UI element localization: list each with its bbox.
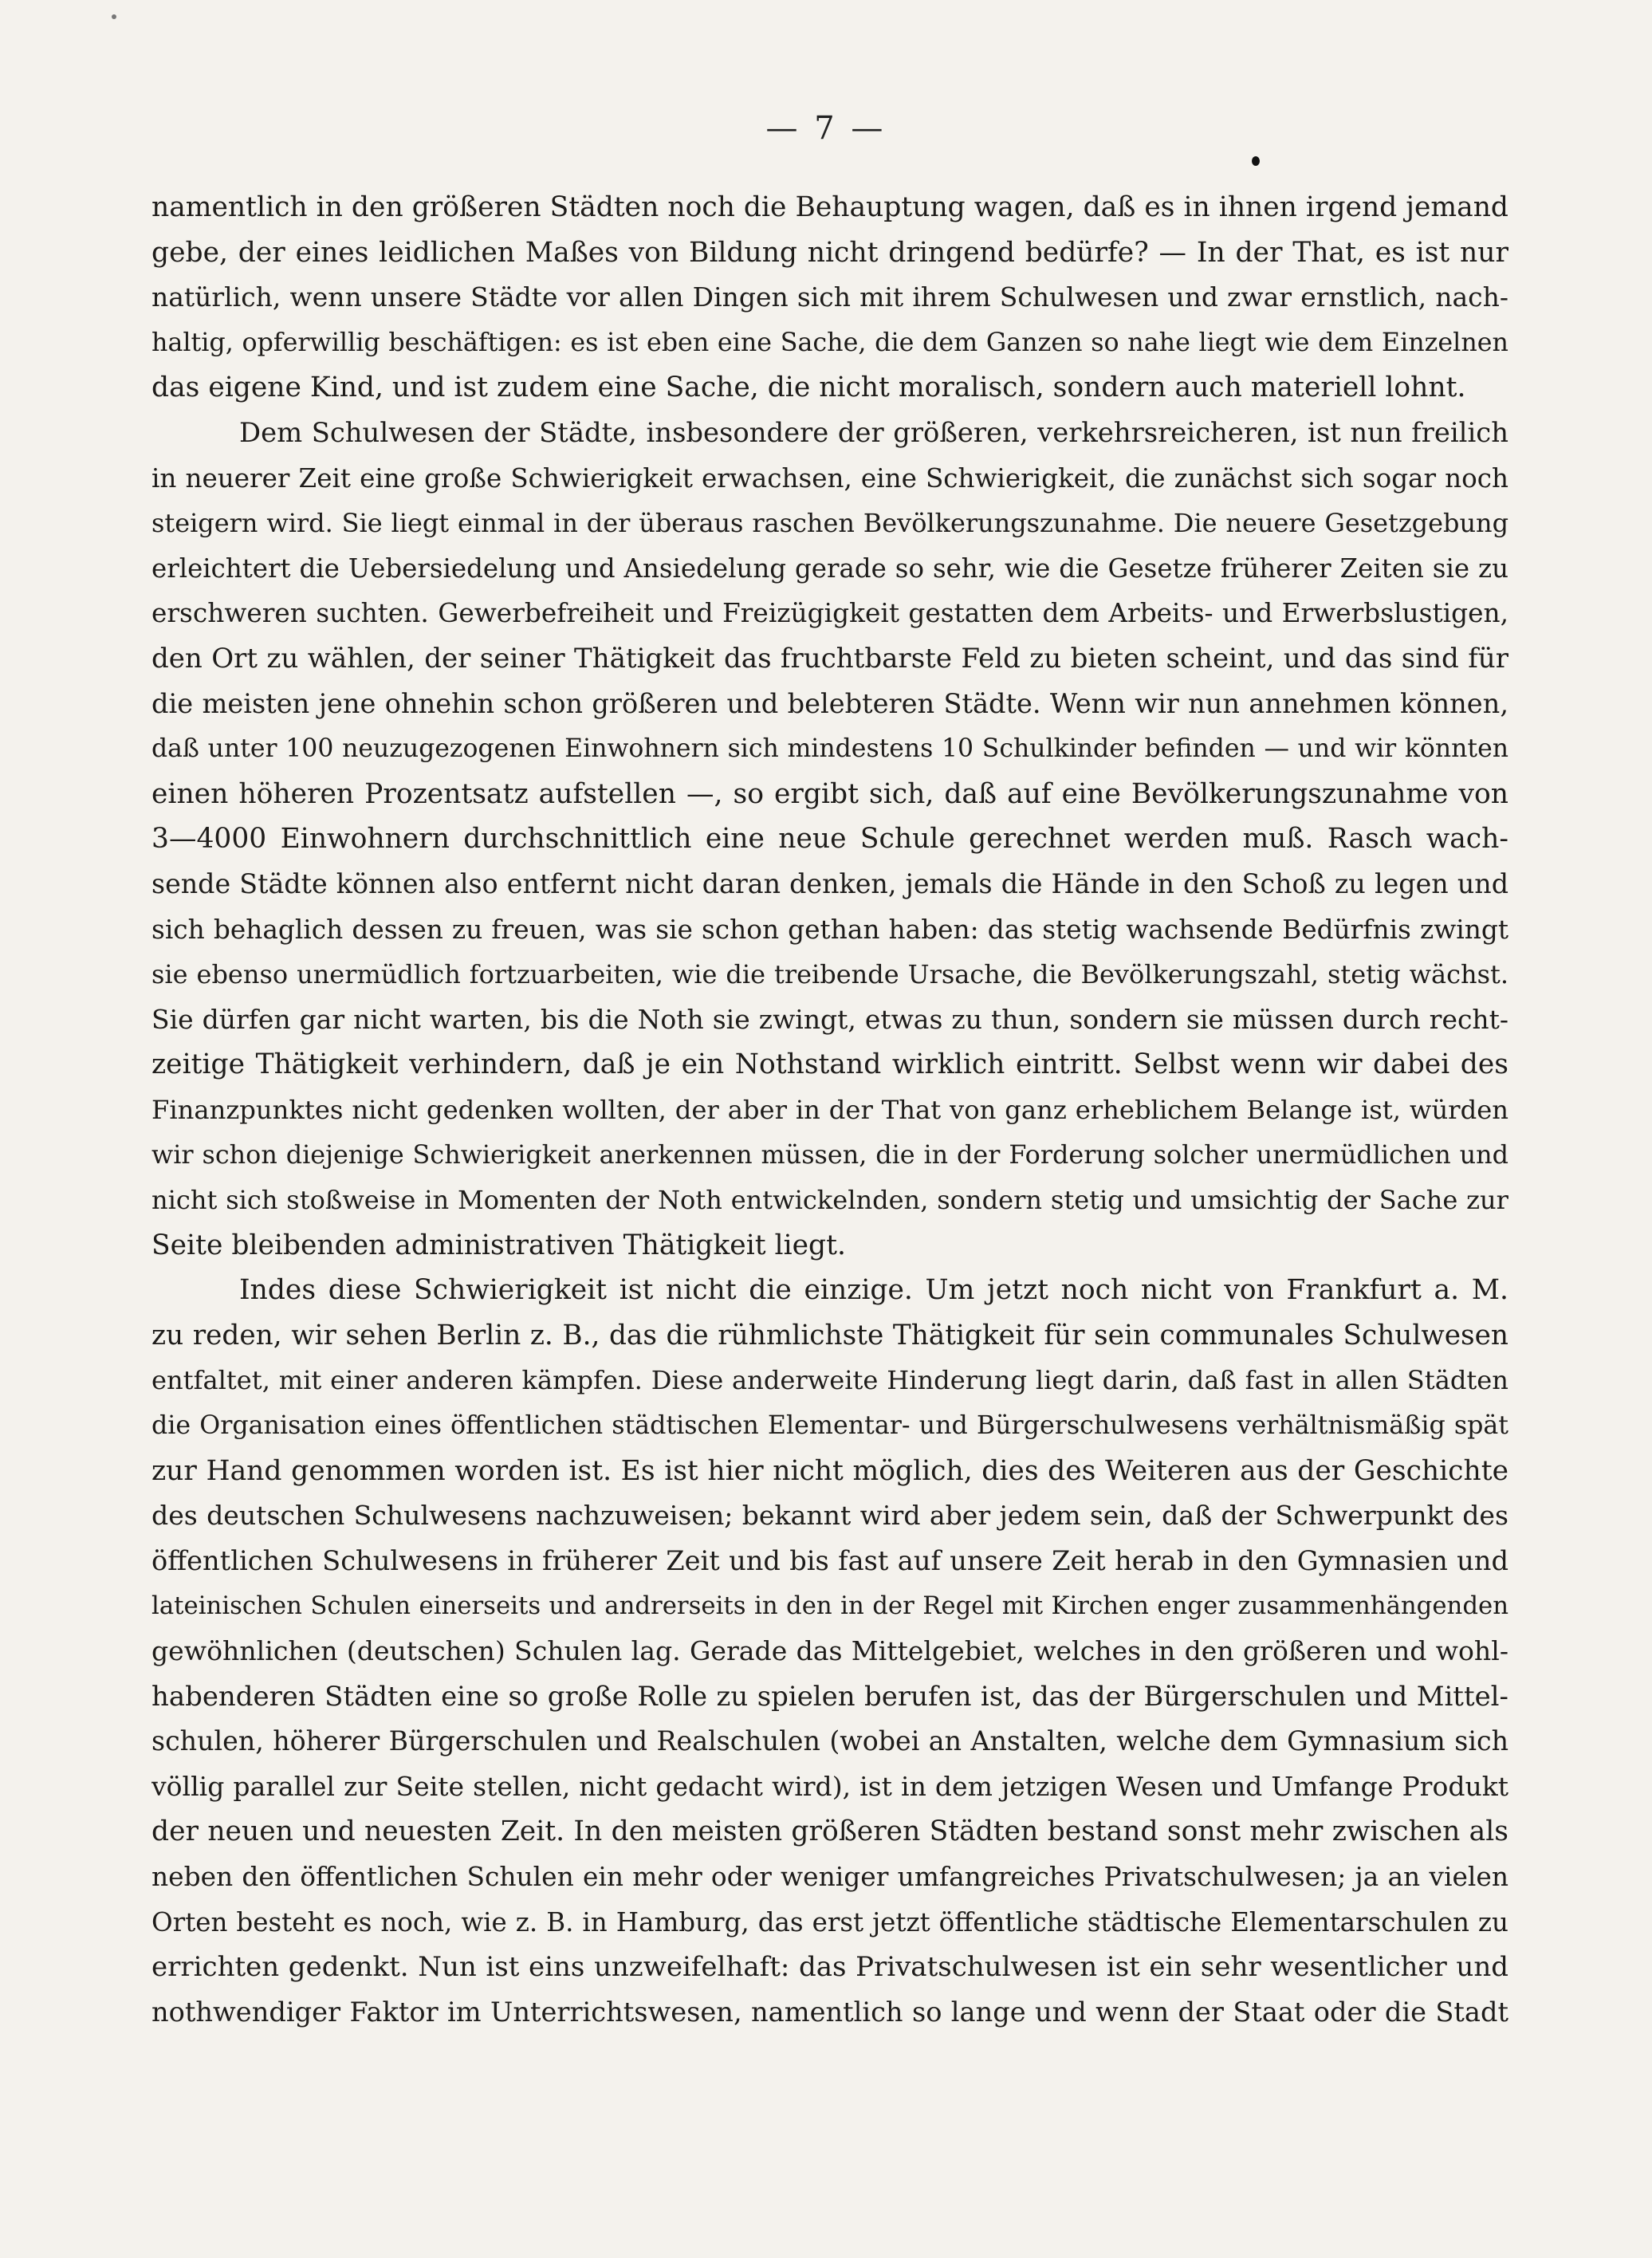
text-line: völlig parallel zur Seite stellen, nicht gedacht wird), ist in dem jetzigen Wesen und Umfange Produkt bbox=[151, 1770, 1508, 1802]
text-line: natürlich, wenn unsere Städte vor allen Dingen sich mit ihrem Schulwesen und zwar ernstlich, nach- bbox=[151, 281, 1508, 313]
text-line: öffentlichen Schulwesens in früherer Zeit und bis fast auf unsere Zeit herab in den Gymnasien und bbox=[151, 1544, 1508, 1576]
text-line: habenderen Städten eine so große Rolle zu spielen berufen ist, das der Bürgerschulen und Mittel- bbox=[151, 1680, 1508, 1713]
text-line: sich behaglich dessen zu freuen, was sie schon gethan haben: das stetig wachsende Bedürfnis zwingt bbox=[151, 914, 1508, 945]
text-line: entfaltet, mit einer anderen kämpfen. Diese anderweite Hinderung liegt darin, daß fast in allen Städten bbox=[151, 1365, 1508, 1396]
text-line: gewöhnlichen (deutschen) Schulen lag. Gerade das Mittelgebiet, welches in den größeren und wohl- bbox=[151, 1635, 1508, 1666]
page-number: — 7 — bbox=[765, 110, 887, 147]
text-line: das eigene Kind, und ist zudem eine Sache, die nicht moralisch, sondern auch materiell lohnt. bbox=[151, 372, 1466, 404]
text-line: sende Städte können also entfernt nicht daran denken, jemals die Hände in den Schoß zu legen und bbox=[151, 867, 1508, 899]
text-line: zu reden, wir sehen Berlin z. B., das die rühmlichste Thätigkeit für sein communales Schulwesen bbox=[151, 1319, 1508, 1351]
text-line: Sie dürfen gar nicht warten, bis die Noth sie zwingt, etwas zu thun, sondern sie müssen durch recht- bbox=[151, 1003, 1508, 1035]
text-line: in neuerer Zeit eine große Schwierigkeit erwachsen, eine Schwierigkeit, die zunächst sich sogar noch bbox=[151, 462, 1508, 494]
text-line: die Organisation eines öffentlichen städtischen Elementar- und Bürgerschulwesens verhältnismäßig spät bbox=[151, 1411, 1508, 1441]
text-line: schulen, höherer Bürgerschulen und Realschulen (wobei an Anstalten, welche dem Gymnasium sich bbox=[151, 1725, 1508, 1757]
text-line: nicht sich stoßweise in Momenten der Noth entwickelnden, sondern stetig und umsichtig der Sache zur bbox=[151, 1185, 1508, 1216]
text-line: neben den öffentlichen Schulen ein mehr oder weniger umfangreiches Privatschulwesen; ja an vielen bbox=[151, 1861, 1508, 1892]
paragraph-first-line: Dem Schulwesen der Städte, insbesondere der größeren, verkehrsreicheren, ist nun freilich bbox=[239, 416, 1508, 448]
text-line: daß unter 100 neuzugezogenen Einwohnern sich mindestens 10 Schulkinder befinden — und wir könnten bbox=[151, 734, 1508, 764]
text-line: des deutschen Schulwesens nachzuweisen; bekannt wird aber jedem sein, daß der Schwerpunkt des bbox=[151, 1500, 1508, 1532]
text-line: erleichtert die Uebersiedelung und Ansiedelung gerade so sehr, wie die Gesetze früherer Zeiten sie zu bbox=[151, 553, 1508, 584]
text-line: zeitige Thätigkeit verhindern, daß je ein Nothstand wirklich eintritt. Selbst wenn wir dabei des bbox=[151, 1048, 1508, 1081]
ink-dot bbox=[1252, 156, 1260, 166]
text-line: wir schon diejenige Schwierigkeit anerkennen müssen, die in der Forderung solcher unermüdlichen und bbox=[151, 1139, 1508, 1170]
paper-speck bbox=[112, 14, 116, 19]
text-line: gebe, der eines leidlichen Maßes von Bildung nicht dringend bedürfe? — In der That, es ist nur bbox=[151, 236, 1508, 269]
paragraph-first-line: Indes diese Schwierigkeit ist nicht die einzige. Um jetzt noch nicht von Frankfurt a. M. bbox=[239, 1274, 1508, 1307]
body-text bbox=[151, 185, 1508, 2035]
text-line: erschweren suchten. Gewerbefreiheit und Freizügigkeit gestatten dem Arbeits- und Erwerbslustigen, bbox=[151, 598, 1508, 629]
text-line: den Ort zu wählen, der seiner Thätigkeit das fruchtbarste Feld zu bieten scheint, und das sind für bbox=[151, 642, 1508, 675]
text-line: einen höheren Prozentsatz aufstellen —, so ergibt sich, daß auf eine Bevölkerungszunahme von bbox=[151, 777, 1508, 810]
text-line: nothwendiger Faktor im Unterrichtswesen, namentlich so lange und wenn der Staat oder die Stadt bbox=[151, 1996, 1508, 2028]
text-line: steigern wird. Sie liegt einmal in der überaus raschen Bevölkerungszunahme. Die neuere Gesetzgebung bbox=[151, 508, 1508, 539]
text-line: Orten besteht es noch, wie z. B. in Hamburg, das erst jetzt öffentliche städtische Elementarschulen zu bbox=[151, 1906, 1508, 1937]
text-line: Finanzpunktes nicht gedenken wollten, der aber in der That von ganz erheblichem Belange ist, würden bbox=[151, 1094, 1508, 1125]
text-line: sie ebenso unermüdlich fortzuarbeiten, wie die treibende Ursache, die Bevölkerungszahl, stetig wächst. bbox=[151, 959, 1508, 990]
text-line: die meisten jene ohnehin schon größeren und belebteren Städte. Wenn wir nun annehmen können, bbox=[151, 687, 1508, 719]
text-line: Seite bleibenden administrativen Thätigkeit liegt. bbox=[151, 1229, 846, 1261]
text-line: lateinischen Schulen einerseits und andrerseits in den in der Regel mit Kirchen enger zusammenhängenden bbox=[151, 1591, 1508, 1621]
text-line: 3—4000 Einwohnern durchschnittlich eine neue Schule gerechnet werden muß. Rasch wach- bbox=[151, 823, 1508, 856]
text-line: der neuen und neuesten Zeit. In den meisten größeren Städten bestand sonst mehr zwischen als bbox=[151, 1815, 1508, 1848]
text-line: zur Hand genommen worden ist. Es ist hier nicht möglich, dies des Weiteren aus der Geschichte bbox=[151, 1454, 1508, 1487]
text-line: haltig, opferwillig beschäftigen: es ist eben eine Sache, die dem Ganzen so nahe liegt wie dem Einzelnen bbox=[151, 328, 1508, 357]
text-line: errichten gedenkt. Nun ist eins unzweifelhaft: das Privatschulwesen ist ein sehr wesentlicher und bbox=[151, 1951, 1508, 1984]
text-line: namentlich in den größeren Städten noch die Behauptung wagen, daß es in ihnen irgend jemand bbox=[151, 191, 1508, 223]
